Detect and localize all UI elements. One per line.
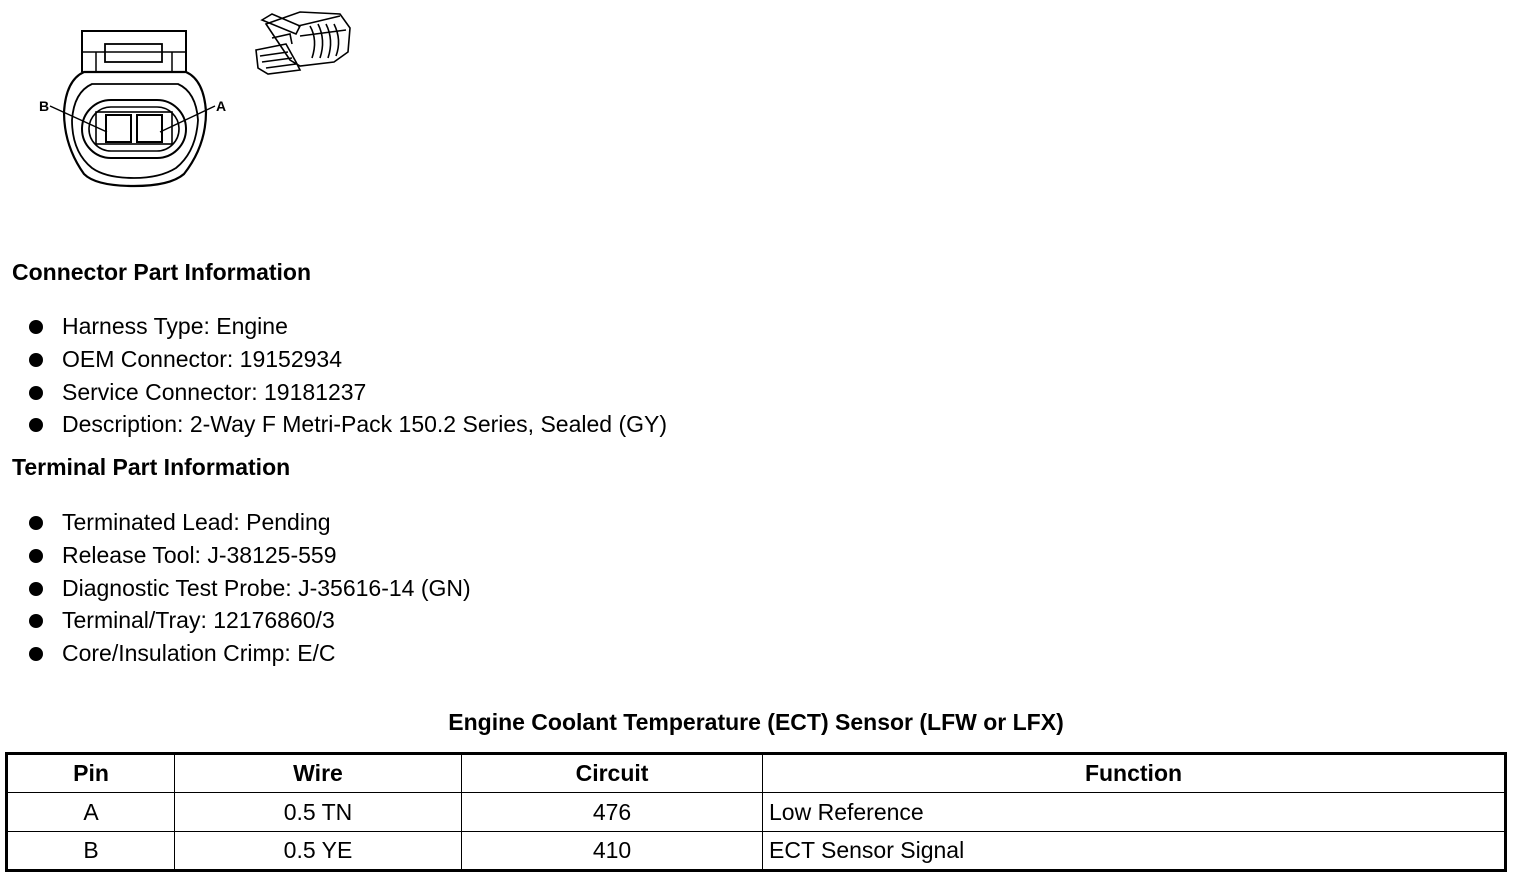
wire-cell: 0.5 YE (175, 832, 462, 871)
pin-cell: A (7, 793, 175, 832)
list-item-text: Core/Insulation Crimp: E/C (62, 640, 336, 667)
connector-info-list (28, 310, 667, 441)
table-row (7, 832, 1506, 871)
bullet-icon (29, 582, 43, 596)
bullet-icon (29, 516, 43, 530)
list-item (28, 637, 471, 670)
list-item (28, 539, 471, 572)
function-cell: Low Reference (763, 793, 1506, 832)
table-title: Engine Coolant Temperature (ECT) Sensor (LFW or LFX) (448, 709, 1064, 735)
column-header-pin: Pin (7, 754, 175, 793)
list-item-text: Terminated Lead: Pending (62, 509, 331, 535)
connector-face-view (50, 31, 215, 186)
list-item (28, 604, 471, 637)
list-item-text: Diagnostic Test Probe: J-35616-14 (GN) (62, 574, 471, 601)
list-item-text: Harness Type: Engine (62, 313, 288, 339)
bullet-icon (29, 614, 43, 628)
list-item (28, 376, 667, 409)
connector-info-heading: Connector Part Information (12, 259, 312, 285)
bullet-icon (29, 386, 43, 400)
table-row (7, 793, 1506, 832)
connector-diagram (0, 0, 380, 200)
list-item-text: Service Connector: 19181237 (62, 378, 367, 405)
list-item-text: Terminal/Tray: 12176860/3 (62, 607, 335, 634)
list-item-text: Description: 2-Way F Metri-Pack 150.2 Series, Sealed (GY) (62, 411, 668, 438)
pin-cell: B (7, 832, 175, 871)
wire-cell: 0.5 TN (175, 793, 462, 832)
column-header-function: Function (763, 754, 1506, 793)
list-item (28, 343, 667, 376)
list-item (28, 310, 667, 343)
list-item (28, 408, 667, 441)
terminal-info-heading: Terminal Part Information (12, 454, 291, 480)
bullet-icon (29, 320, 43, 334)
bullet-icon (29, 549, 43, 563)
function-cell: ECT Sensor Signal (763, 832, 1506, 871)
circuit-cell: 410 (462, 832, 763, 871)
column-header-wire: Wire (175, 754, 462, 793)
pin-b-label: B (39, 98, 50, 114)
list-item-text: Release Tool: J-38125-559 (62, 541, 337, 568)
table-header-row (7, 754, 1506, 793)
list-item-text: OEM Connector: 19152934 (62, 345, 343, 372)
list-item (28, 506, 471, 539)
list-item (28, 572, 471, 605)
bullet-icon (29, 418, 43, 432)
circuit-cell: 476 (462, 793, 763, 832)
connector-3d-sketch (256, 12, 350, 74)
bullet-icon (29, 647, 43, 661)
terminal-info-list (28, 506, 471, 670)
column-header-circuit: Circuit (462, 754, 763, 793)
pin-table (5, 752, 1507, 872)
bullet-icon (29, 353, 43, 367)
pin-a-label: A (216, 98, 227, 114)
